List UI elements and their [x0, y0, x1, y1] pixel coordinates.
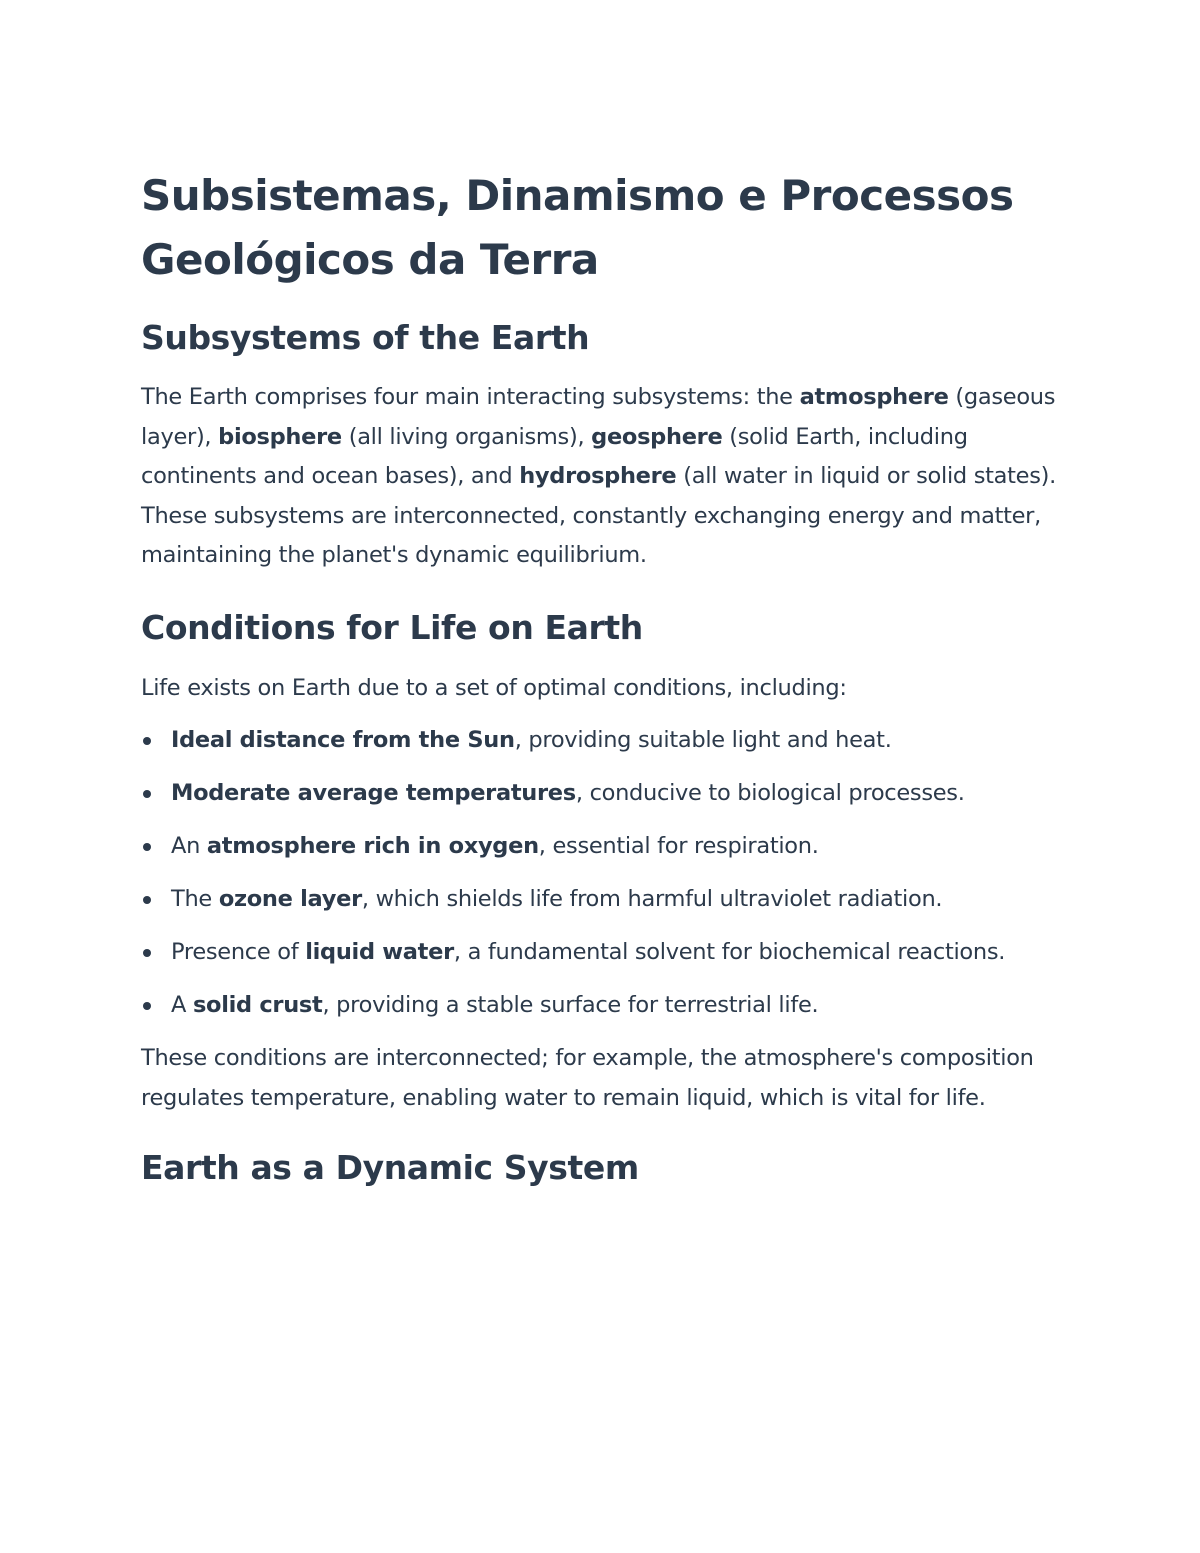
- item-bold: solid crust: [192, 992, 323, 1019]
- list-item: [141, 774, 1061, 814]
- text-run: (all living organisms),: [341, 423, 592, 450]
- item-bold: Ideal distance from the Sun: [171, 726, 515, 753]
- item-post: , conducive to biological processes.: [575, 779, 965, 806]
- item-pre: An: [171, 832, 207, 859]
- bullet-icon: [143, 949, 151, 957]
- text-run: (gaseous layer),: [141, 384, 1056, 450]
- item-bold: liquid water: [305, 938, 454, 965]
- item-bold: ozone layer: [218, 885, 362, 912]
- term-biosphere: biosphere: [218, 423, 342, 450]
- item-pre: Presence of: [171, 938, 306, 965]
- bullet-icon: [143, 737, 151, 745]
- conditions-outro: These conditions are interconnected; for example, the atmosphere's composition regulates temperature, enabling water to remain liquid, which is vital for life.: [141, 1045, 1034, 1111]
- section-heading-conditions: Conditions for Life on Earth: [141, 607, 643, 647]
- item-pre: A: [171, 992, 193, 1019]
- list-item: [141, 933, 1061, 973]
- list-item: [141, 880, 1061, 920]
- subsystems-paragraph: [141, 378, 1061, 576]
- bullet-icon: [143, 790, 151, 798]
- item-post: , a fundamental solvent for biochemical reactions.: [453, 938, 1006, 965]
- item-post: , providing a stable surface for terrestrial life.: [322, 992, 819, 1019]
- item-post: , which shields life from harmful ultraviolet radiation.: [361, 885, 943, 912]
- text-run: (solid Earth, including continents and ocean bases), and: [141, 423, 968, 490]
- bullet-icon: [143, 1002, 151, 1010]
- term-hydrosphere: hydrosphere: [519, 463, 677, 490]
- text-run: The Earth comprises four main interacting subsystems: the: [141, 384, 800, 410]
- term-atmosphere: atmosphere: [799, 384, 949, 410]
- conditions-list: [141, 721, 1061, 1026]
- section-heading-subsystems: Subsystems of the Earth: [141, 318, 590, 357]
- text-run: (all water in liquid or solid states). These subsystems are interconnected, constantly exchanging energy and matter, maintaining the planet's dynamic equilibrium.: [141, 463, 1056, 569]
- list-item: [141, 721, 1061, 761]
- document-page: [141, 164, 1061, 1190]
- bullet-icon: [143, 843, 151, 851]
- list-item: [141, 827, 1061, 867]
- item-bold: atmosphere rich in oxygen: [206, 832, 539, 859]
- bullet-icon: [143, 896, 151, 904]
- item-post: , essential for respiration.: [538, 832, 819, 859]
- item-pre: The: [171, 885, 219, 912]
- conditions-intro: Life exists on Earth due to a set of optimal conditions, including:: [141, 674, 847, 701]
- item-post: , providing suitable light and heat.: [514, 726, 892, 753]
- section-heading-dynamic-system: Earth as a Dynamic System: [141, 1148, 639, 1188]
- term-geosphere: geosphere: [591, 423, 723, 450]
- item-bold: Moderate average temperatures: [171, 779, 576, 806]
- list-item: [141, 986, 1061, 1026]
- document-title: Subsistemas, Dinamismo e Processos Geológicos da Terra: [141, 171, 1014, 284]
